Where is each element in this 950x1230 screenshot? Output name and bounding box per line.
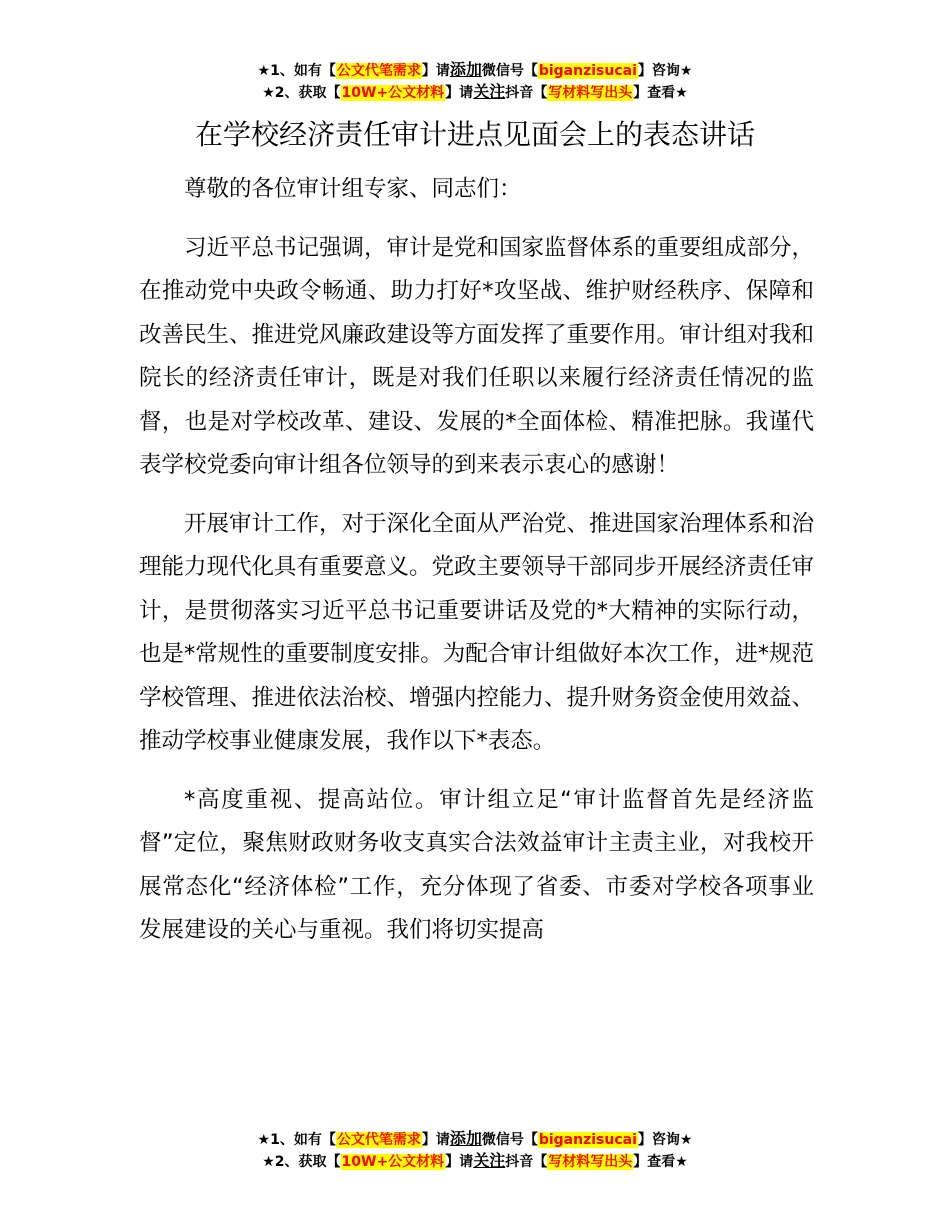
banner-text: 抖音【 — [505, 85, 548, 101]
banner-highlight-douyin: 写材料写出头 — [548, 1154, 633, 1170]
banner-underline: 关注 — [473, 1151, 506, 1170]
salutation: 尊敬的各位审计组专家、同志们： — [184, 176, 522, 202]
banner-line-2 — [0, 81, 950, 103]
banner-underline: 添加 — [449, 60, 482, 79]
banner-text: ★2、获取【 — [262, 85, 341, 101]
paragraph-2: 开展审计工作，对于深化全面从严治党、推进国家治理体系和治理能力现代化具有重要意义。党政主要领导干部同步开展经济责任审计，是贯彻落实习近平总书记重要讲话及党的*大精神的实际行动，也是*常规性的重要制度安排。为配合审计组做好本次工作，进*规范学校管理、推进依法治校、增强内控能力、提升财务资金使用效益、推动学校事业健康发展，我作以下*表态。 — [139, 510, 815, 754]
banner-highlight-douyin: 写材料写出头 — [548, 85, 633, 101]
banner-text: 微信号【 — [481, 63, 538, 79]
document-body — [139, 168, 814, 953]
banner-text: 】请 — [445, 1154, 474, 1170]
banner-text: 微信号【 — [481, 1132, 538, 1148]
banner-text: 抖音【 — [505, 1154, 548, 1170]
banner-text: 】请 — [445, 85, 474, 101]
banner-line-1 — [0, 59, 950, 81]
paragraph-3: *高度重视、提高站位。审计组立足“审计监督首先是经济监督”定位，聚焦财政财务收支真实合法效益审计主责主业，对我校开展常态化“经济体检”工作，充分体现了省委、市委对学校各项事业发展建设的关心与重视。我们将切实提高 — [139, 786, 814, 943]
banner-text: 】咨询★ — [637, 1132, 693, 1148]
banner-text: 】请 — [421, 63, 450, 79]
banner-text: ★1、如有【 — [257, 63, 336, 79]
banner-highlight: 公文代笔需求 — [336, 63, 421, 79]
banner-text: ★2、获取【 — [262, 1154, 341, 1170]
banner-highlight-wechat: biganzisucai — [538, 63, 637, 79]
header-banner — [0, 59, 950, 103]
banner-text: 】请 — [421, 1132, 450, 1148]
banner-underline: 添加 — [449, 1129, 482, 1148]
banner-underline: 关注 — [473, 82, 506, 101]
footer-banner — [0, 1128, 950, 1172]
banner-text: ★1、如有【 — [257, 1132, 336, 1148]
paragraph-1: 习近平总书记强调，审计是党和国家监督体系的重要组成部分，在推动党中央政令畅通、助力打好*攻坚战、维护财经秩序、保障和改善民生、推进党风廉政建设等方面发挥了重要作用。审计组对我和院长的经济责任审计，既是对我们任职以来履行经济责任情况的监督，也是对学校改革、建设、发展的*全面体检、精准把脉。我谨代表学校党委向审计组各位领导的到来表示衷心的感谢！ — [139, 234, 815, 478]
banner-highlight: 公文代笔需求 — [336, 1132, 421, 1148]
banner-highlight: 10W+公文材料 — [341, 85, 445, 101]
banner-line-2 — [0, 1150, 950, 1172]
banner-highlight: 10W+公文材料 — [341, 1154, 445, 1170]
document-title: 在学校经济责任审计进点见面会上的表态讲话 — [194, 118, 755, 151]
banner-highlight-wechat: biganzisucai — [538, 1132, 637, 1148]
banner-text: 】查看★ — [633, 85, 688, 101]
banner-text: 】查看★ — [633, 1154, 688, 1170]
banner-text: 】咨询★ — [637, 63, 693, 79]
banner-line-1 — [0, 1128, 950, 1150]
